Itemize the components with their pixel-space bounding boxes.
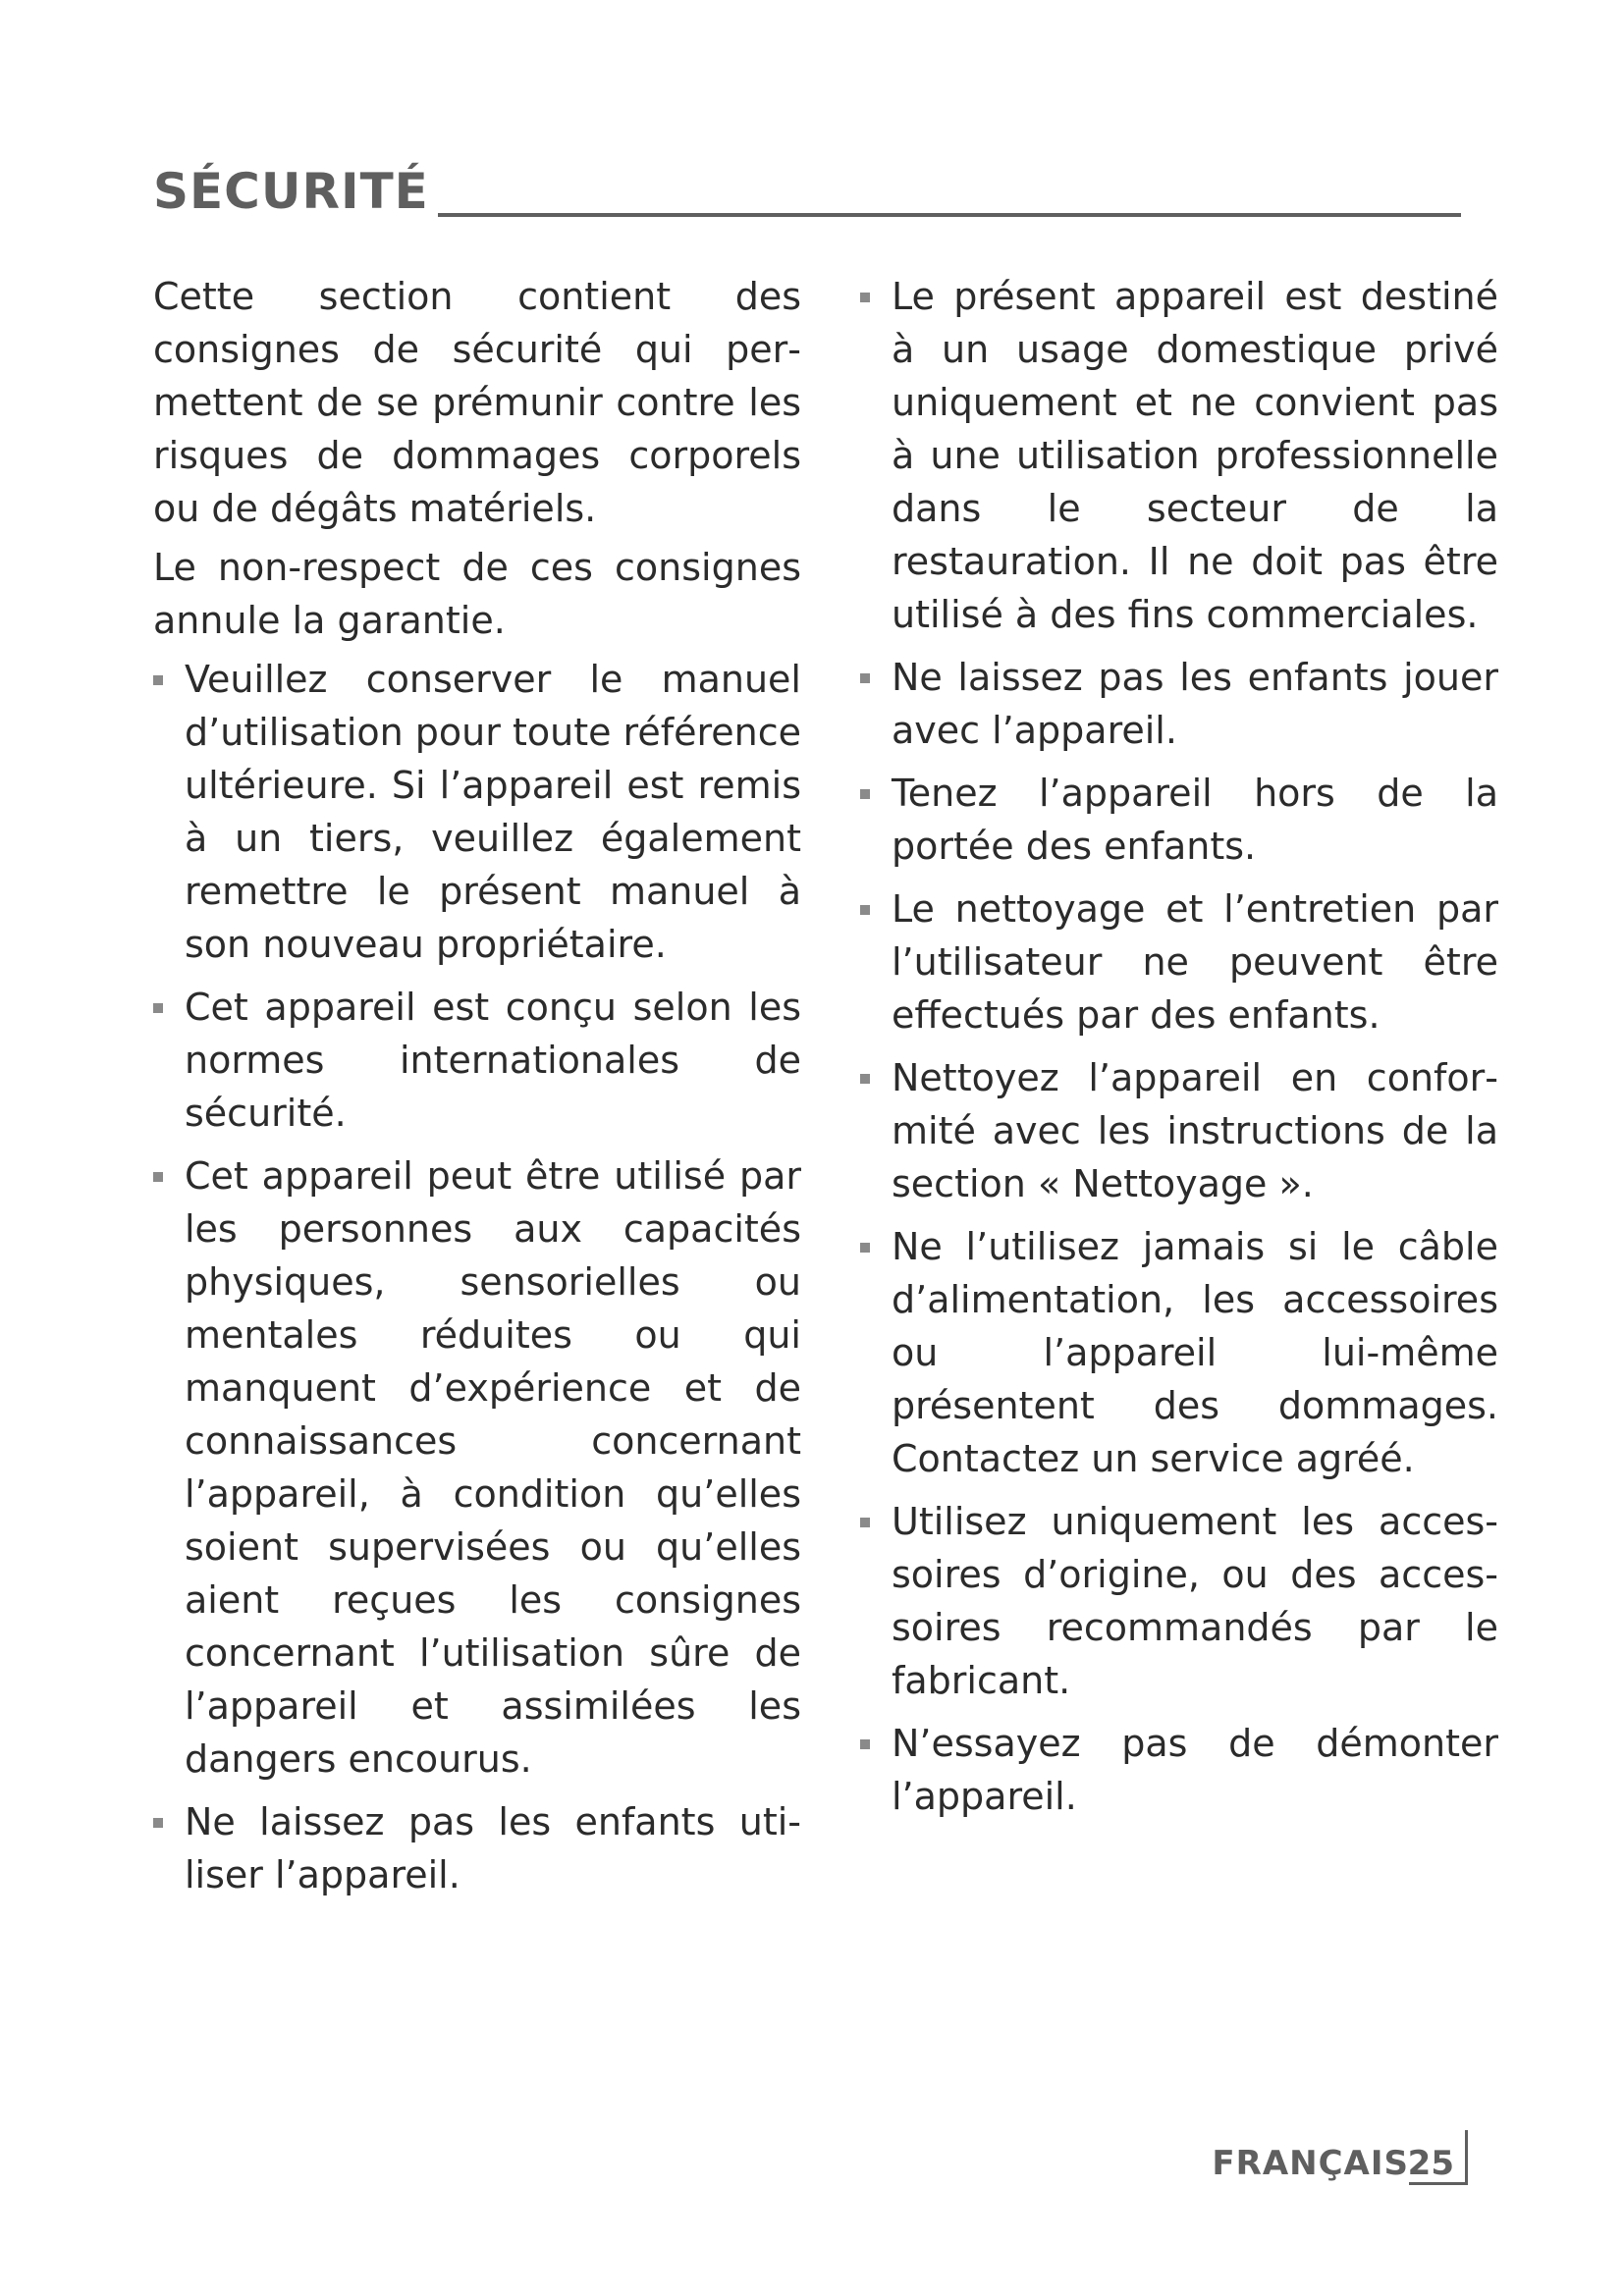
list-item (153, 981, 801, 1140)
square-bullet-icon (860, 673, 870, 683)
list-item-text: Ne l’utilisez jamais si le câble d’alimentation, les accessoires ou l’appareil lui-même présentent des dommages. Contactez un service agréé. (892, 1225, 1498, 1480)
list-item (153, 1795, 801, 1901)
square-bullet-icon (860, 1518, 870, 1527)
list-item-text: Utilisez uniquement les accessoires d’origine, ou des accessoires recommandés par le fabricant. (892, 1500, 1498, 1702)
list-item (860, 651, 1498, 757)
title-underline (438, 213, 1461, 217)
page-title: SÉCURITÉ (153, 163, 429, 220)
list-item (860, 767, 1498, 873)
list-item-text: Nettoyez l’appareil en conformité avec les instructions de la section « Nettoyage ». (892, 1056, 1498, 1205)
square-bullet-icon (860, 789, 870, 799)
footer-language: FRANÇAIS (1212, 2144, 1409, 2183)
square-bullet-icon (153, 1003, 163, 1013)
warranty-paragraph: Le non-respect de ces consignes annule la garantie. (153, 546, 801, 642)
page-corner-mark (1409, 2130, 1468, 2185)
list-item (860, 1220, 1498, 1485)
list-item (860, 1051, 1498, 1210)
page-number: 25 (1407, 2144, 1454, 2183)
right-column (860, 270, 1498, 1833)
list-item (153, 1149, 801, 1786)
list-item-text: Cet appareil est conçu selon les normes internationales de sécurité. (185, 986, 801, 1135)
square-bullet-icon (153, 675, 163, 685)
square-bullet-icon (860, 1243, 870, 1253)
safety-list-right (860, 270, 1498, 1823)
list-item (860, 1495, 1498, 1707)
square-bullet-icon (860, 1074, 870, 1084)
square-bullet-icon (860, 905, 870, 915)
list-item (153, 653, 801, 971)
list-item-text: Le présent appareil est destiné à un usage domestique privé uniquement et ne convient pas à une utilisation professionnelle dans le secteur de la restauration. Il ne doit pas être utilisé à des fins commerciales. (892, 275, 1498, 636)
list-item-text: Ne laissez pas les enfants utiliser l’appareil. (185, 1800, 801, 1896)
square-bullet-icon (860, 1739, 870, 1749)
intro-paragraph: Cette section contient des consignes de sécurité qui permettent de se prémunir contre les risques de dommages corporels ou de dégâts matériels. (153, 275, 801, 530)
list-item-text: Ne laissez pas les enfants jouer avec l’appareil. (892, 656, 1498, 752)
square-bullet-icon (860, 293, 870, 302)
safety-list-left (153, 653, 801, 1901)
list-item (860, 882, 1498, 1041)
list-item (860, 270, 1498, 641)
list-item (860, 1717, 1498, 1823)
page-footer (1178, 2130, 1478, 2201)
page-header (153, 157, 1461, 226)
list-item-text: Le nettoyage et l’entretien par l’utilisateur ne peuvent être effectués par des enfants. (892, 887, 1498, 1037)
list-item-text: Tenez l’appareil hors de la portée des enfants. (892, 772, 1498, 868)
left-column (153, 270, 801, 1911)
square-bullet-icon (153, 1172, 163, 1182)
list-item-text: Veuillez conserver le manuel d’utilisation pour toute référence ultérieure. Si l’appareil est remis à un tiers, veuillez également remettre le présent manuel à son nouveau propriétaire. (185, 658, 802, 966)
list-item-text: N’essayez pas de démonter l’appareil. (892, 1722, 1498, 1818)
square-bullet-icon (153, 1818, 163, 1828)
list-item-text: Cet appareil peut être utilisé par les personnes aux capacités physiques, sensorielles ou mentales réduites ou qui manquent d’expérience et de connaissances concernant l’appareil, à condition qu’elles soient supervisées ou qu’elles aient reçues les consignes concernant l’utilisation sûre de l’appareil et assimilées les dangers encourus. (185, 1154, 801, 1781)
